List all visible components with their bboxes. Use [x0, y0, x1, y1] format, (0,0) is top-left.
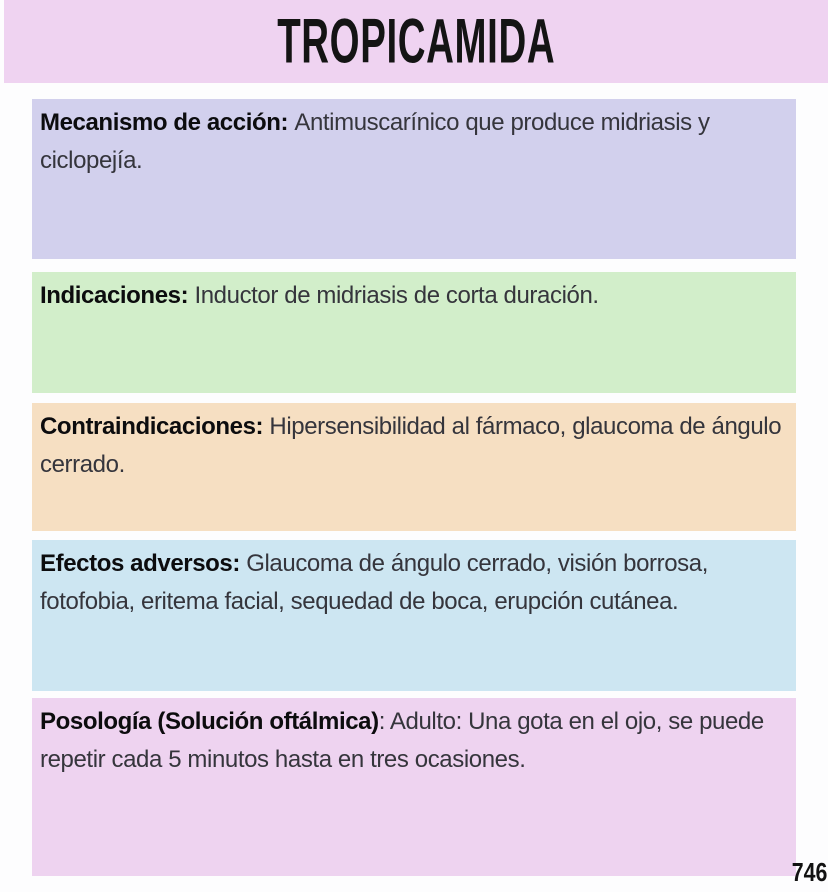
page-number: 746: [791, 857, 827, 887]
section-text: Inductor de midriasis de corta duración.: [194, 282, 599, 309]
section-paragraph: [40, 104, 788, 180]
section-text: Glaucoma de ángulo cerrado, visión borrosa, fotofobia, eritema facial, sequedad de boca, erupción cutánea.: [40, 550, 708, 615]
section-paragraph: [40, 703, 788, 779]
section-posologia: [32, 698, 796, 876]
section-text: Antimuscarínico que produce midriasis y ciclopejía.: [40, 109, 710, 174]
section-paragraph: [40, 408, 788, 484]
section-text: Hipersensibilidad al fármaco, glaucoma de ángulo cerrado.: [40, 413, 782, 478]
section-efectos-adversos: [32, 540, 796, 691]
section-label: Efectos adversos:: [40, 550, 247, 577]
section-label: Mecanismo de acción:: [40, 109, 295, 136]
section-label: Contraindicaciones:: [40, 413, 270, 440]
section-label: Posología (Solución oftálmica): [40, 708, 379, 735]
section-paragraph: [40, 277, 788, 315]
section-paragraph: [40, 545, 788, 621]
section-mecanismo-de-accion: [32, 99, 796, 259]
drug-title: TROPICAMIDA: [276, 5, 556, 77]
section-contraindicaciones: [32, 403, 796, 531]
section-indicaciones: [32, 272, 796, 393]
title-banner: [4, 0, 828, 83]
section-text: : Adulto: Una gota en el ojo, se puede repetir cada 5 minutos hasta en tres ocasiones.: [40, 708, 764, 773]
section-label: Indicaciones:: [40, 282, 195, 309]
